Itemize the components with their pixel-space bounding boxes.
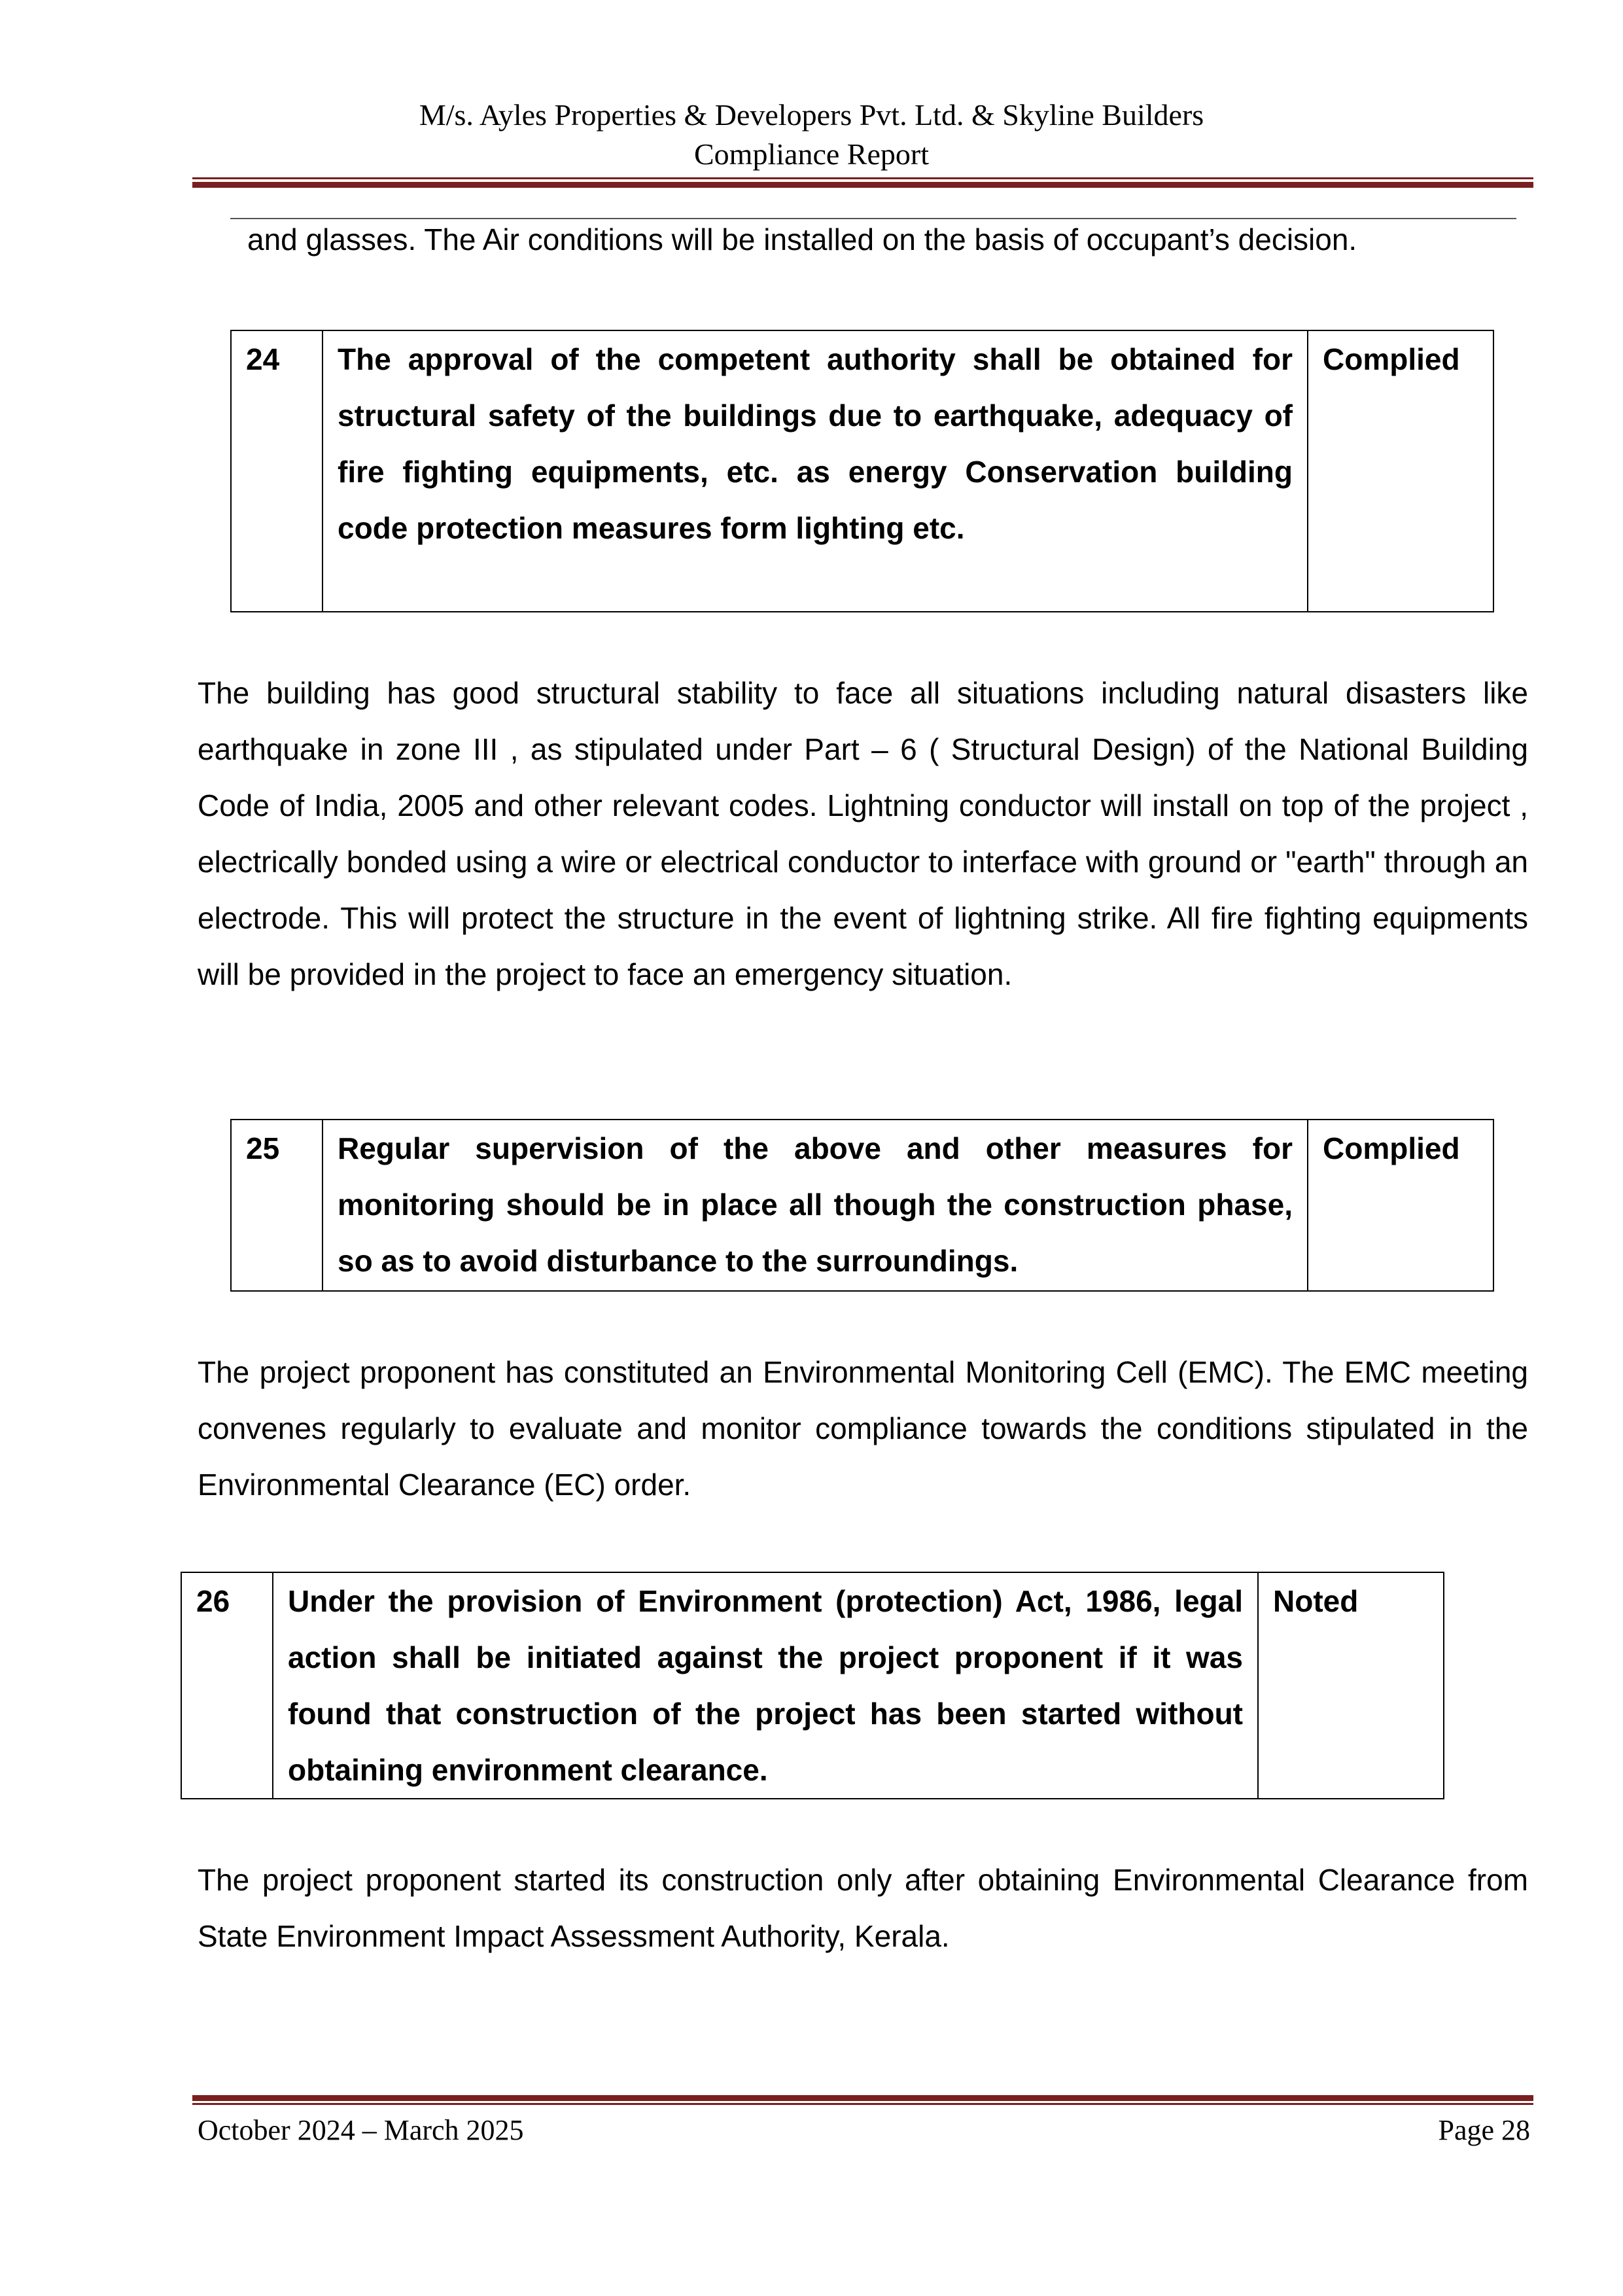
- condition-text: Under the provision of Environment (protection) Act, 1986, legal action shall be initiated against the project proponent if it was found that construction of the project has been started without obtaining environment clearance.: [273, 1572, 1258, 1799]
- header-title: M/s. Ayles Properties & Developers Pvt. Ltd. & Skyline Builders: [419, 98, 1204, 132]
- status-cell: Complied: [1308, 330, 1493, 612]
- header-rule-thick: [192, 182, 1533, 188]
- condition-table-26: [181, 1572, 1444, 1799]
- status-cell: Noted: [1258, 1572, 1444, 1799]
- condition-number: 25: [231, 1120, 323, 1291]
- footer-period: October 2024 – March 2025: [198, 2114, 524, 2146]
- condition-number: 26: [181, 1572, 273, 1799]
- response-paragraph-25: The project proponent has constituted an Environmental Monitoring Cell (EMC). The EMC meeting convenes regularly to evaluate and monitor compliance towards the conditions stipulated in the Environmental Clearance (EC) order.: [198, 1355, 1528, 1502]
- continuation-rule: [230, 218, 1516, 219]
- condition-number: 24: [231, 330, 323, 612]
- condition-table-24: [230, 330, 1494, 612]
- footer-rule-thin: [192, 2103, 1533, 2105]
- footer-rule-thick: [192, 2095, 1533, 2101]
- header-subtitle: Compliance Report: [694, 137, 929, 171]
- condition-table-25: [230, 1119, 1494, 1292]
- header-rule-thin: [192, 177, 1533, 179]
- response-paragraph-26: The project proponent started its construction only after obtaining Environmental Clearance from State Environment Impact Assessment Authority, Kerala.: [198, 1863, 1528, 1953]
- condition-text: The approval of the competent authority shall be obtained for structural safety of the buildings due to earthquake, adequacy of fire fighting equipments, etc. as energy Conservation building code protection measures form lighting etc.: [323, 330, 1308, 612]
- response-paragraph-24: The building has good structural stability to face all situations including natural disasters like earthquake in zone III , as stipulated under Part – 6 ( Structural Design) of the National Building Code of India, 2005 and other relevant codes. Lightning conductor will install on top of the project , electrically bonded using a wire or electrical conductor to interface with ground or "earth" through an electrode. This will protect the structure in the event of lightning strike. All fire fighting equipments will be provided in the project to face an emergency situation.: [198, 676, 1528, 991]
- status-cell: Complied: [1308, 1120, 1493, 1291]
- page-number: Page 28: [1438, 2114, 1530, 2146]
- continuation-text: and glasses. The Air conditions will be installed on the basis of occupant’s decision.: [247, 222, 1357, 256]
- condition-text: Regular supervision of the above and other measures for monitoring should be in place all though the construction phase, so as to avoid disturbance to the surroundings.: [323, 1120, 1308, 1291]
